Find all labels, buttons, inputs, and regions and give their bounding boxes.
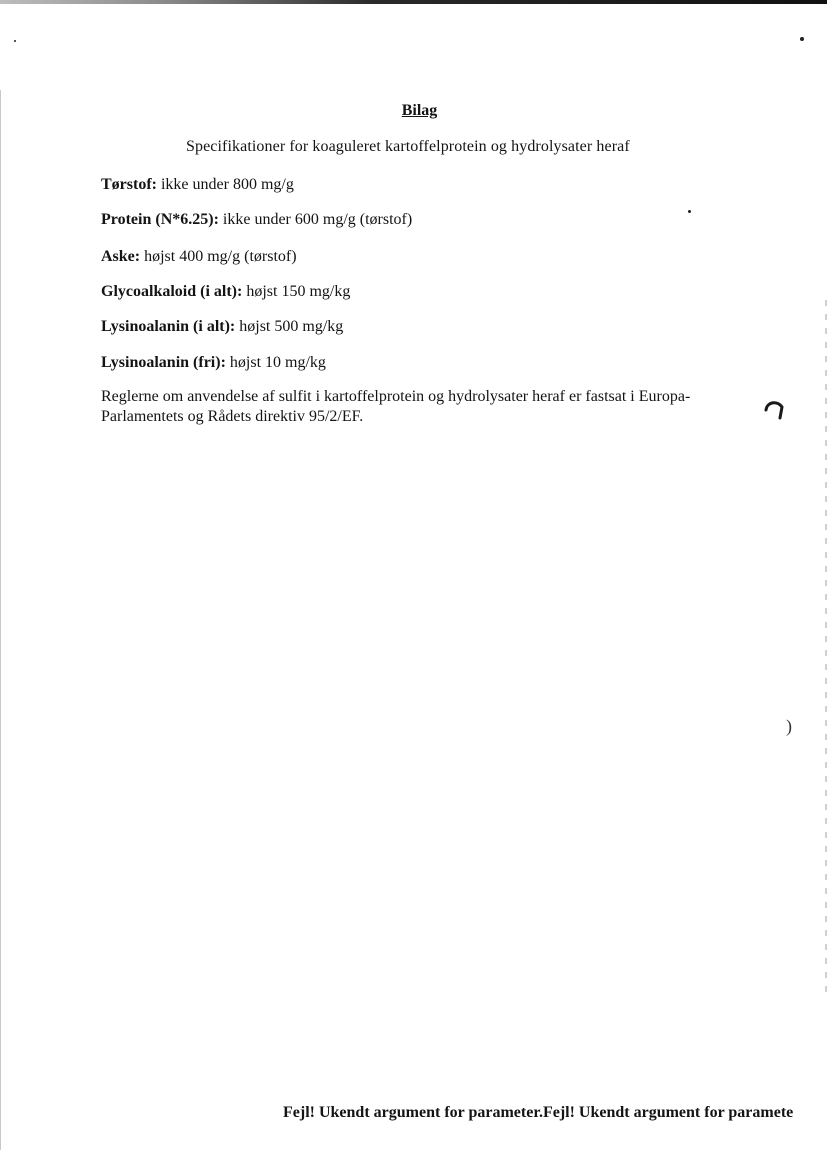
- page-title: Bilag: [401, 102, 438, 119]
- spec-row-lysinoalanin-total: [101, 318, 343, 336]
- spec-value: ikke under 800 mg/g: [156, 176, 294, 193]
- spec-row-torstof: [101, 176, 294, 194]
- spec-label: Glycoalkaloid (i alt):: [101, 283, 243, 300]
- regulation-note: Reglerne om anvendelse af sulfit i kartoffelprotein og hydrolysater heraf er fastsat i Europa-Parlamentets og Rådets direktiv 95/2/EF.: [101, 388, 691, 425]
- spec-value: højst 400 mg/g (tørstof): [140, 248, 297, 265]
- scan-speck: [800, 37, 804, 41]
- spec-value: højst 500 mg/kg: [235, 318, 344, 335]
- spec-label: Lysinoalanin (fri):: [101, 354, 226, 371]
- scan-left-edge: [0, 90, 1, 1150]
- footer-error-text: Fejl! Ukendt argument for parameter.Fejl! Ukendt argument for paramete: [283, 1104, 794, 1121]
- spec-row-lysinoalanin-free: [101, 354, 326, 372]
- spec-value: ikke under 600 mg/g (tørstof): [218, 211, 413, 228]
- scan-mark-paren: ): [786, 716, 792, 736]
- page-subtitle: Specifikationer for koaguleret kartoffelprotein og hydrolysater heraf: [186, 138, 630, 155]
- spec-row-aske: [101, 248, 297, 266]
- spec-row-protein: [101, 211, 412, 229]
- scan-speck: [14, 40, 16, 42]
- spec-label: Lysinoalanin (i alt):: [101, 318, 236, 335]
- spec-label: Aske:: [101, 248, 141, 265]
- spec-value: højst 10 mg/kg: [225, 354, 326, 371]
- punch-hole-mark: [763, 398, 785, 420]
- spec-label: Protein (N*6.25):: [101, 211, 219, 228]
- scan-top-edge: [0, 0, 827, 4]
- spec-row-glycoalkaloid: [101, 283, 350, 301]
- scan-speck: [688, 210, 691, 213]
- spec-value: højst 150 mg/kg: [242, 283, 351, 300]
- spec-label: Tørstof:: [101, 176, 157, 193]
